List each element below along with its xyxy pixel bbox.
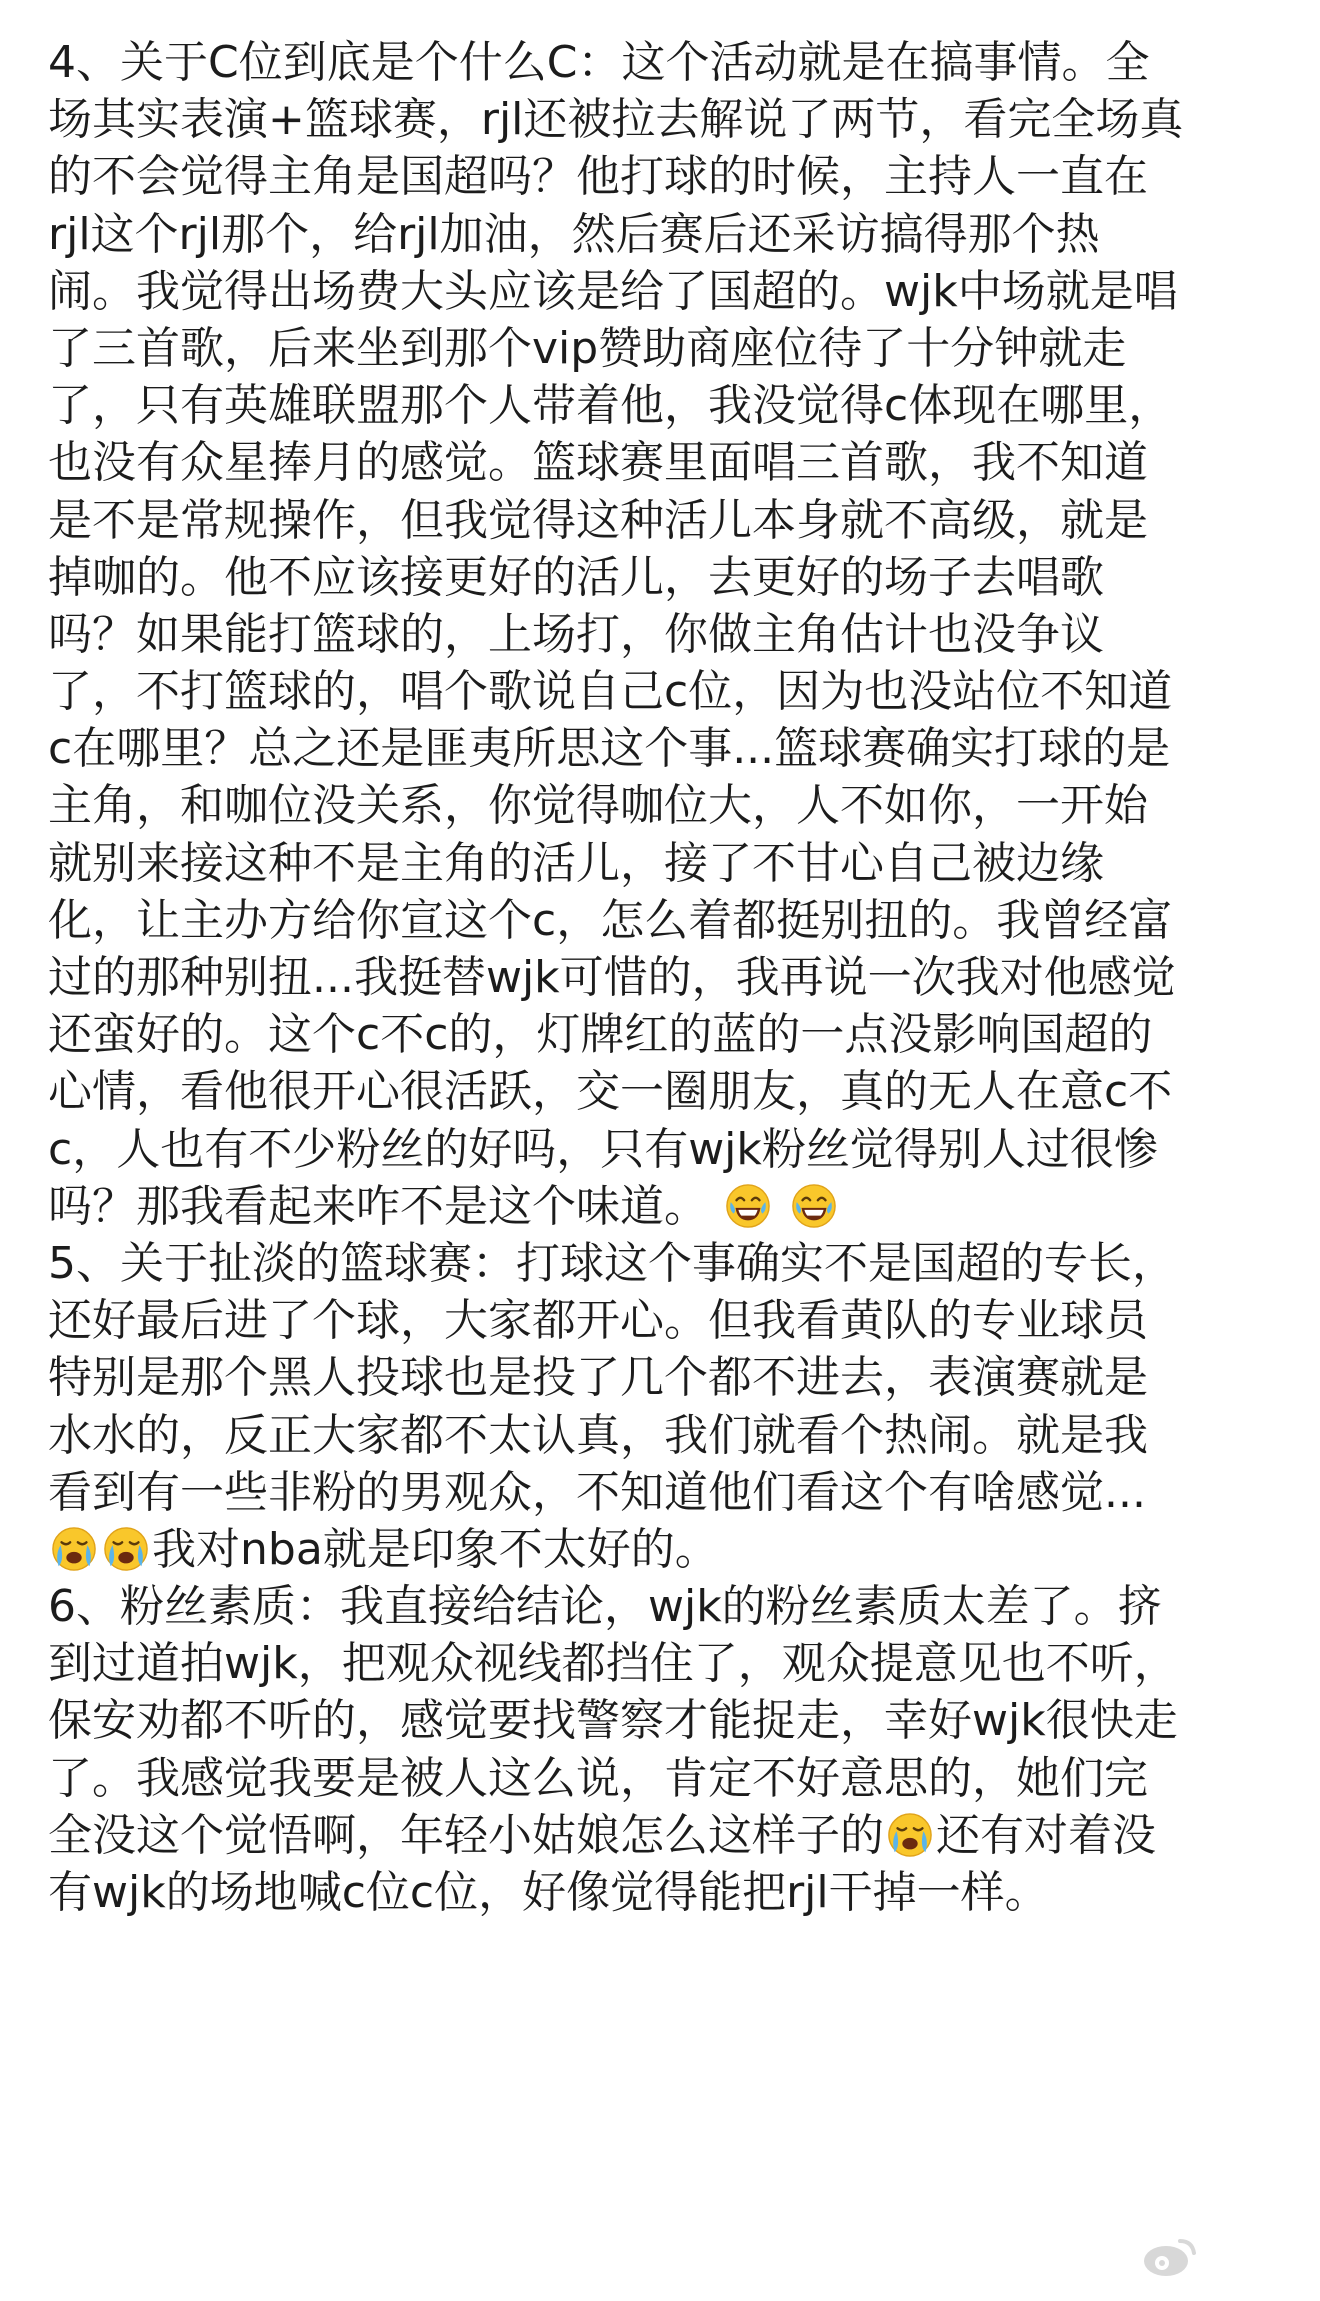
text-line-with-emoji	[48, 1521, 1288, 1578]
text-line: 化，让主办方给你宣这个c，怎么着都挺别扭的。我曾经富	[48, 894, 1173, 946]
text-line: 水水的，反正大家都不太认真，我们就看个热闹。就是我	[48, 1409, 1148, 1461]
text-line: rjl这个rjl那个，给rjl加油，然后赛后还采访搞得那个热	[48, 208, 1100, 260]
text-line: 主角，和咖位没关系，你觉得咖位大，人不如你，一开始	[48, 780, 1148, 832]
text-line-with-emoji	[48, 1178, 1288, 1235]
text-span: 还有对着没	[936, 1809, 1156, 1861]
weibo-watermark-logo	[1132, 2227, 1302, 2289]
text-line: 是不是常规操作，但我觉得这种活儿本身就不高级，就是	[48, 494, 1148, 546]
text-line: 了，只有英雄联盟那个人带着他，我没觉得c体现在哪里，	[48, 380, 1173, 432]
text-line: c，人也有不少粉丝的好吗，只有wjk粉丝觉得别人过很惨	[48, 1123, 1158, 1175]
text-line: 场其实表演+篮球赛，rjl还被拉去解说了两节，看完全场真	[48, 94, 1184, 146]
text-line: 特别是那个黑人投球也是投了几个都不进去，表演赛就是	[48, 1352, 1148, 1404]
text-span: 吗？那我看起来咋不是这个味道。	[48, 1180, 708, 1232]
text-line: 保安劝都不听的，感觉要找警察才能捉走，幸好wjk很快走	[48, 1695, 1178, 1747]
sob-icon	[51, 1526, 97, 1572]
text-span: 我对nba就是印象不太好的。	[152, 1523, 719, 1575]
text-line: 也没有众星捧月的感觉。篮球赛里面唱三首歌，我不知道	[48, 437, 1148, 489]
text-line: 还好最后进了个球，大家都开心。但我看黄队的专业球员	[48, 1295, 1148, 1347]
text-line: 看到有一些非粉的男观众，不知道他们看这个有啥感觉...	[48, 1466, 1146, 1518]
text-line: 6、粉丝素质：我直接给结论，wjk的粉丝素质太差了。挤	[48, 1581, 1162, 1633]
text-line: 到过道拍wjk，把观众视线都挡住了，观众提意见也不听，	[48, 1638, 1178, 1690]
text-line-with-emoji	[48, 1807, 1288, 1864]
text-line: 吗？如果能打篮球的，上场打，你做主角估计也没争议	[48, 608, 1104, 660]
text-line: 过的那种别扭...我挺替wjk可惜的，我再说一次我对他感觉	[48, 952, 1176, 1003]
text-line: 了，不打篮球的，唱个歌说自己c位，因为也没站位不知道	[48, 666, 1173, 718]
text-line: 闹。我觉得出场费大头应该是给了国超的。wjk中场就是唱	[48, 265, 1178, 317]
text-line: 5、关于扯淡的篮球赛：打球这个事确实不是国超的专长，	[48, 1237, 1176, 1289]
text-line: 掉咖的。他不应该接更好的活儿，去更好的场子去唱歌	[48, 551, 1104, 603]
text-span: 全没这个觉悟啊，年轻小姑娘怎么这样子的	[48, 1809, 884, 1861]
joy-icon	[791, 1183, 837, 1229]
text-line: 4、关于C位到底是个什么C：这个活动就是在搞事情。全	[48, 37, 1150, 88]
text-line: 的不会觉得主角是国超吗？他打球的时候，主持人一直在	[48, 151, 1148, 203]
text-line: 还蛮好的。这个c不c的，灯牌红的蓝的一点没影响国超的	[48, 1009, 1153, 1061]
text-line: 了。我感觉我要是被人这么说，肯定不好意思的，她们完	[48, 1752, 1148, 1804]
text-line: 就别来接这种不是主角的活儿，接了不甘心自己被边缘	[48, 837, 1104, 889]
joy-icon	[725, 1183, 771, 1229]
text-line: 有wjk的场地喊c位c位，好像觉得能把rjl干掉一样。	[48, 1867, 1049, 1918]
post-body	[48, 34, 1288, 1921]
sob-icon	[887, 1812, 933, 1858]
sob-icon	[103, 1526, 149, 1572]
text-line: 了三首歌，后来坐到那个vip赞助商座位待了十分钟就走	[48, 322, 1127, 374]
text-line: c在哪里？总之还是匪夷所思这个事...篮球赛确实打球的是	[48, 723, 1171, 775]
text-line: 心情，看他很开心很活跃，交一圈朋友，真的无人在意c不	[48, 1066, 1173, 1118]
